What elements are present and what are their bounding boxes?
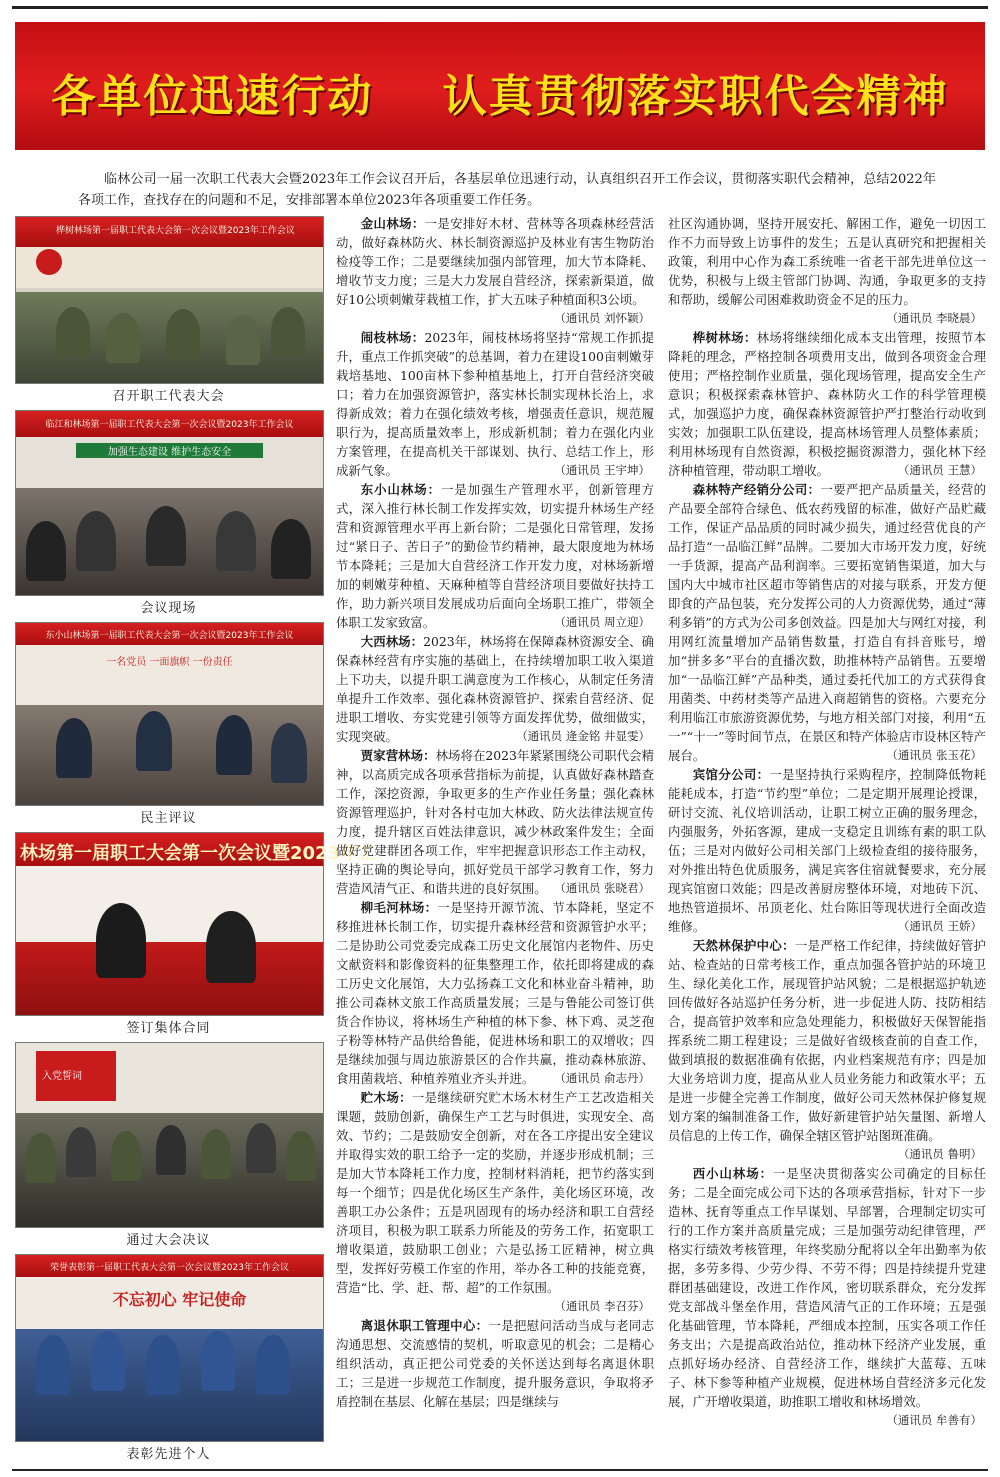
report-text: 一是安排好木材、营林等各项森林经营活动，做好森林防火、林长制资源巡护及林业有害生物防治检疫等工作；二是要继续加强内部管理，加大节本降耗、增收节支力度；三是大力发展自营经济，探索新渠道，做好10公顷刺嫩芽栽植工作，扩大五味子种植面积3公顷。: [336, 216, 655, 307]
photo-block: [15, 1042, 322, 1254]
photo-sign: 荣誉表彰第一届职工代表大会第一次会议暨2023年工作会议: [50, 1263, 289, 1273]
report-text: 2023年，闹枝林场将坚持“常规工作抓提升，重点工作抓突破”的总基调，着力在建设100亩刺嫩芽栽培基地、100亩林下参种植基地上，打开自营经济突破口；着力在加强资源管护，落实林长制实现林长治上，求得新成效；着力在强化绩效考核，增强责任意识，规范履职行为，提高质量效率上，形成新机制；着力在强化内业方案管理，在提高机关干部谋划、执行、总结工作上，形成新气象。: [336, 330, 654, 478]
report-text: 一是坚决贯彻落实公司确定的目标任务；二是全面完成公司下达的各项承营指标，针对下一步造林、抚育等重点工作早谋划、早部署，合理制定切实可行的工作方案并高质量完成；三是加强劳动纪律管理，严格实行绩效考核管理，年终奖励分配将以全年出勤率为依据，多劳多得、少劳少得、不劳不得；四是持续提升党建群团基础建设，改进工作作风，密切联系群众，充分发挥党支部战斗堡垒作用，营造风清气正的工作环境；五是强化基础管理，节本降耗，严细成本控制，压实各项工作任务支出；六是提高政治站位，推动林下经济产业发展，重点抓好场办经济、自营经济工作，继续扩大蓝莓、五味子、林下参等种植产业规模，促进林场自营经济多元化发展，广开增收渠道，助推职工增收和林场增效。: [668, 1166, 987, 1409]
photo-sign: 东小山林场第一届职工代表大会第一次会议暨2023年工作会议: [45, 631, 294, 641]
byline: （通讯员 牟善有）: [886, 1413, 982, 1427]
photo-caption: 会议现场: [140, 601, 197, 616]
byline: （通讯员 李召芬）: [554, 1299, 650, 1313]
byline: （通讯员 李晓晨）: [886, 311, 982, 325]
unit-report: [668, 765, 986, 936]
byline: （通讯员 周立迎）: [554, 615, 650, 629]
photo-caption: 通过大会决议: [126, 1233, 211, 1248]
report-text: 社区沟通协调，坚持开展安托、解困工作，避免一切因工作不力而导致上访事件的发生；五是认真研究和把握相关政策，利用中心作为森工系统唯一省老干部先进单位这一优势，积极与上级主管部门协调、沟通，争取更多的支持和帮助，缓解公司困难救助资金不足的压力。: [668, 216, 986, 307]
report-text: 一是坚持执行采购程序，控制降低物耗能耗成本，打造“节约型”单位；二是定期开展理论授课，研讨交流、礼仪培训活动，让职工树立正确的服务理念，内强服务，外拓客源，建成一支稳定且训练有素的职工队伍；三是对内做好公司相关部门上级检查组的接待服务，对外推出特色优质服务，满足宾客住宿就餐要求，充分展现宾馆窗口效能；四是改善厨房整体环境，对地砖下沉、地热管道损坏、吊顶老化、灶台陈旧等现状进行全面改造维修。: [668, 767, 987, 934]
text-column-left: [336, 214, 654, 1411]
unit-report: [336, 898, 654, 1088]
unit-name: 大西林场：: [360, 634, 424, 649]
bottom-rule: [12, 1469, 988, 1471]
photo-sign: 桦树林场第一届职工代表大会第一次会议暨2023年工作会议: [56, 226, 295, 236]
report-text: 一要严把产品质量关，经营的产品要全部符合绿色、低农药残留的标准，做好产品贮藏工作，保证产品品质的同时减少损失，通过经营优良的产品打造“一品临江鲜”品牌。二要加大市场开发力度，好统一手货源，提高产品利润率。三要拓宽销售渠道，加大与国内大中城市社区超市等销售店的对接与联系，开发方便即食的产品包装，充分发挥公司的人力资源优势，通过“薄利多销”的方式为公司多创效益。四是加大与网红对接，利用网红流量增加产品销售数量，打造自有抖音账号，增加“拼多多”平台的直播次数，助推林特产品销售。五要增加“一品临江鲜”产品种类，通过委托代加工的方式获得食用菌类、中药材类等产品进入商超销售的资格。六要充分利用临江市旅游资源优势，与地方相关部门对接，利用“五一”“十一”等时间节点，在景区和特产体验店市设林区特产展台。: [668, 482, 987, 763]
photo-contract: [15, 832, 377, 1016]
byline: （通讯员 张晓君）: [554, 881, 650, 895]
photo-block: [15, 410, 322, 622]
unit-name: 天然林保护中心：: [692, 938, 795, 953]
unit-report: [336, 632, 654, 746]
photo-review: [15, 622, 324, 806]
unit-name: 金山林场：: [360, 216, 425, 231]
unit-report: [336, 1088, 654, 1316]
unit-report: [336, 1316, 654, 1411]
byline: （通讯员 张玉花）: [886, 748, 982, 762]
photo-caption: 表彰先进个人: [126, 1447, 211, 1462]
byline: （通讯员 王慧）: [897, 463, 982, 477]
byline: （通讯员 俞志丹）: [554, 1071, 650, 1085]
photo-slogan: 一名党员 一面旗帜 一份责任: [106, 657, 233, 668]
report-text: 2023年，林场将在保障森林资源安全、确保森林经营有序实施的基础上，在持续增加职工收入渠道上下功夫，以提升职工满意度为工作核心，从制定任务清单提升工作效率、强化森林资源管护、探索自营经济、促进职工增收、夯实党建引领等方面发挥优势，做细做实，实现突破。: [336, 634, 654, 744]
byline: （通讯员 王宇坤）: [554, 463, 650, 477]
unit-report: [668, 936, 986, 1164]
photo-award: [15, 1254, 324, 1442]
text-column-right: [668, 214, 986, 1430]
report-text: 一是严格工作纪律，持续做好管护站、检查站的日常考核工作，重点加强各管护站的环境卫生、绿化美化工作，展现管护站风貌；二是根据巡护轨迹回传做好各站巡护任务分析，进一步促进人防、技防相结合，提高管护效率和应急处理能力，积极做好天保智能指挥系统二期工程建设；三是做好省级核查前的自查工作，做到填报的数据准确有依据，内业档案规范有序；四是加大业务培训力度，提高从业人员业务能力和政策水平；五是进一步健全完善工作制度，做好公司天然林保护修复规划方案的编制准备工作，做好新建管护站矢量图、新增人员信息的上传工作，确保全辖区管护站图斑准确。: [668, 938, 987, 1143]
headline-title: 各单位迅速行动 认真贯彻落实职代会精神: [51, 71, 949, 122]
photo-block: [15, 832, 377, 1042]
headline-banner: [15, 22, 985, 150]
photo-sign: 入党誓词: [42, 1071, 82, 1082]
top-rule: [12, 6, 988, 9]
unit-name: 东小山林场：: [360, 482, 442, 497]
unit-name: 闹枝林场：: [360, 330, 425, 345]
photo-caption: 民主评议: [140, 811, 197, 826]
unit-name: 森林特产经销分公司：: [692, 482, 821, 497]
unit-report: [336, 746, 654, 898]
unit-report: [668, 328, 986, 480]
unit-report: [336, 480, 654, 632]
photo-meeting: [15, 216, 324, 384]
byline: （通讯员 逄金铭 井显雯）: [516, 729, 650, 743]
byline: （通讯员 王娇）: [897, 919, 982, 933]
unit-report: [336, 214, 654, 328]
byline: （通讯员 鲁明）: [897, 1147, 982, 1161]
report-text: 林场将继续细化成本支出管理，按照节本降耗的理念，严格控制各项费用支出，做到各项资金合理使用；严格控制作业质量，强化现场管理，提高安全生产意识；积极探索森林管护、森林防火工作的科学管理模式，加强巡护力度，确保森林资源管护严打整治行动收到实效；加强职工队伍建设，提高林场管理人员整体素质；利用林场现有自然资源，积极挖掘资源潜力，强化林下经济种植管理，带动职工增收。: [668, 330, 987, 478]
unit-name: 贮木场：: [360, 1090, 412, 1105]
photo-slogan: 加强生态建设 维护生态安全: [76, 443, 263, 458]
report-text: 一是把慰问活动当成与老同志沟通思想、交流感情的契机，听取意见的机会；二是精心组织活动，真正把公司党委的关怀送达到每名离退休职工；三是进一步规范工作制度，提升服务意识，争取将矛盾控制在基层、化解在基层；四是继续与: [336, 1318, 655, 1409]
unit-report: [668, 1164, 986, 1430]
photo-vote: [15, 1042, 324, 1228]
photo-venue: [15, 410, 324, 596]
photo-sign: 临江和林场第一届职工代表大会第一次会议暨2023年工作会议: [45, 420, 294, 430]
byline: （通讯员 刘怀颖）: [554, 311, 650, 325]
unit-name: 柳毛河林场：: [360, 900, 438, 915]
photo-block: [15, 622, 322, 832]
unit-report: [668, 480, 986, 765]
photo-block: [15, 216, 322, 410]
photo-caption: 召开职工代表大会: [112, 389, 225, 404]
report-text: 一是坚持开源节流、节本降耗，坚定不移推进林长制工作，切实提升森林经营和资源管护水平；二是协助公司党委完成森工历史文化展馆内老物件、历史文献资料和影像资料的征集整理工作，依托即将建成的森工历史文化展馆，大力弘扬森工文化和林业奋斗精神，助推公司森林文旅工作高质量发展；三是与鲁能公司签订供货合作协议，将林场生产种植的林下参、林下鸡、灵芝孢子粉等林特产品供给鲁能，促进林场和职工的双增收；四是继续加强与周边旅游景区的合作共赢，推动森林旅游、食用菌栽培、种植养殖业齐头并进。: [336, 900, 655, 1086]
photo-column: [15, 216, 377, 1468]
photo-caption: 签订集体合同: [126, 1021, 211, 1036]
unit-name: 离退休职工管理中心：: [360, 1318, 489, 1333]
unit-name: 桦树林场：: [692, 330, 757, 345]
report-text: 一是加强生产管理水平，创新管理方式，深入推行林长制工作发挥实效，切实提升林场生产经营和资源管理水平再上新台阶；二是强化日常管理，发扬过“紧日子、苦日子”的勤俭节约精神，最大限度地为林场节本降耗；三是加大自营经济工作开发力度，对林场新增加的刺嫩芽种植、天麻种植等自营经济项目要做好扶持工作，助力新兴项目发展成功后面向全场职工推广，带领全体职工发家致富。: [336, 482, 655, 630]
report-text: 一是继续研究贮木场木材生产工艺改造相关课题，鼓励创新，确保生产工艺与时俱进，实现安全、高效、节约；二是鼓励安全创新，对在各工序提出安全建议并取得实效的职工给予一定的奖励，并逐步形成机制；三是加大节本降耗工作力度，控制材料消耗，把节约落实到每一个细节；四是优化场区生产条件，美化场区环境，改善职工办公条件；五是巩固现有的场办经济和职工自营经济项目，积极为职工联系力所能及的劳务工作，拓宽职工增收渠道，鼓励职工创业；六是弘扬工匠精神，树立典型，发挥好劳模工作室的作用，举办各工种的技能竞赛，营造“比、学、赶、帮、超”的工作氛围。: [336, 1090, 655, 1295]
unit-name: 宾馆分公司：: [692, 767, 770, 782]
report-text: 林场将在2023年紧紧围绕公司职代会精神，以高质完成各项承营指标为前提，认真做好森林踏查工作，深挖资源，争取更多的生产作业任务量；强化森林资源管理巡护，针对各村屯加大林政、防火法律法规宣传力度，提升辖区百姓法律意识，减少林政案件发生；全面做好党建群团各项工作，牢牢把握意识形态工作主动权，坚持正确的舆论导向，抓好党员干部学习教育工作，努力营造风清气正、和谐共进的良好氛围。: [336, 748, 654, 896]
unit-report: [336, 328, 654, 480]
unit-name: 西小山林场：: [692, 1166, 774, 1181]
photo-block: [15, 1254, 322, 1468]
unit-name: 贾家营林场：: [360, 748, 436, 763]
unit-report-continued: [668, 214, 986, 328]
intro-paragraph: 临林公司一届一次职工代表大会暨2023年工作会议召开后，各基层单位迅速行动，认真组织召开工作会议，贯彻落实职代会精神，总结2022年各项工作，查找存在的问题和不足，安排部署本单位2023年各项重要工作任务。: [78, 172, 936, 208]
photo-slogan: 不忘初心 牢记使命: [112, 1290, 247, 1309]
photo-sign: 林场第一届职工大会第一次会议暨2023年工: [20, 843, 377, 864]
